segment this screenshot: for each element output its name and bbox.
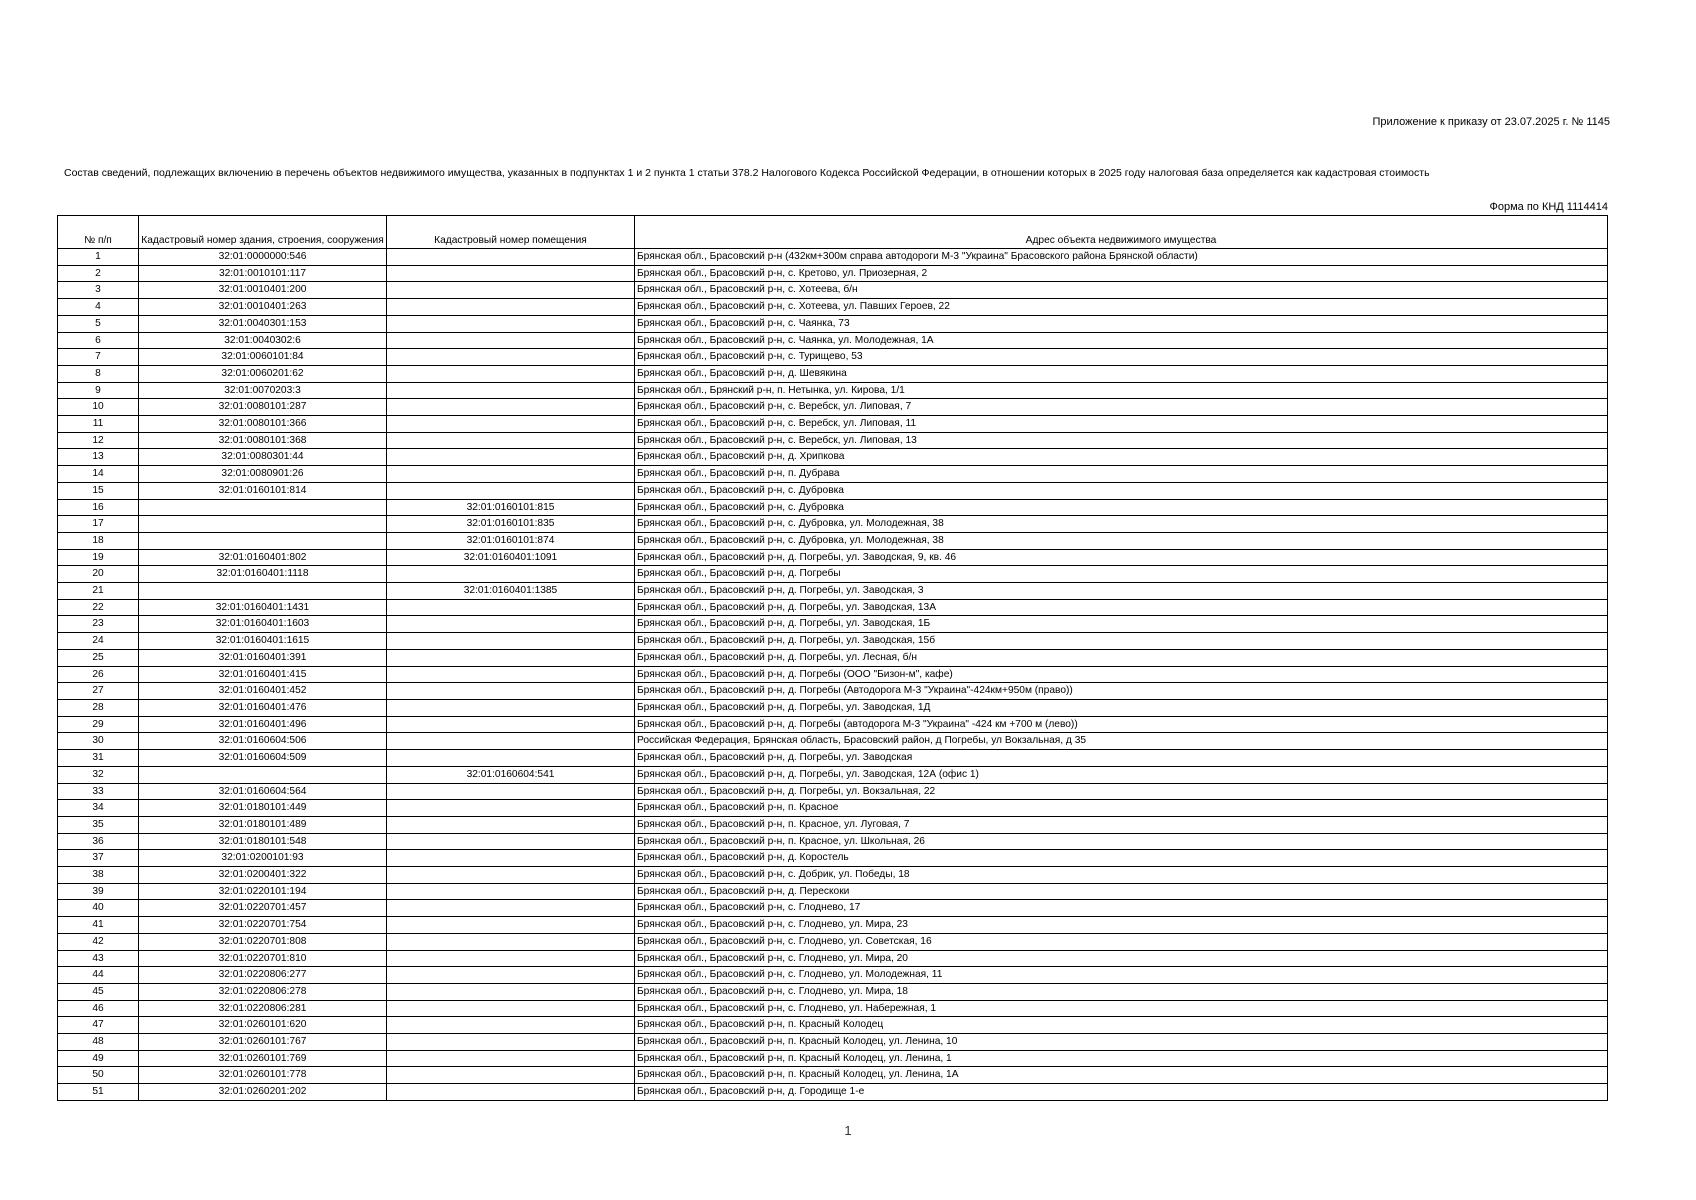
- cell-room-cadastral: [387, 867, 635, 884]
- cell-room-cadastral: 32:01:0160101:815: [387, 499, 635, 516]
- table-row: [58, 699, 1608, 716]
- cell-building-cadastral: 32:01:0220701:754: [139, 917, 387, 934]
- header-building-cadastral: Кадастровый номер здания, строения, сооружения: [139, 216, 387, 249]
- cell-number: 15: [58, 482, 139, 499]
- cell-building-cadastral: 32:01:0200401:322: [139, 867, 387, 884]
- cell-building-cadastral: 32:01:0060201:62: [139, 365, 387, 382]
- table-body: [58, 249, 1608, 1101]
- cell-number: 11: [58, 416, 139, 433]
- table-row: [58, 1050, 1608, 1067]
- cell-number: 30: [58, 733, 139, 750]
- cell-building-cadastral: 32:01:0040301:153: [139, 315, 387, 332]
- table-row: [58, 633, 1608, 650]
- table-row: [58, 566, 1608, 583]
- cell-building-cadastral: 32:01:0220806:277: [139, 967, 387, 984]
- cell-address: Брянская обл., Брасовский р-н, с. Чаянка, ул. Молодежная, 1А: [635, 332, 1608, 349]
- cell-address: Брянская обл., Брасовский р-н, с. Глоднево, ул. Мира, 18: [635, 983, 1608, 1000]
- cell-number: 27: [58, 683, 139, 700]
- cell-building-cadastral: 32:01:0160401:391: [139, 649, 387, 666]
- cell-room-cadastral: [387, 282, 635, 299]
- cell-room-cadastral: [387, 850, 635, 867]
- cell-room-cadastral: 32:01:0160101:835: [387, 516, 635, 533]
- cell-building-cadastral: 32:01:0160401:802: [139, 549, 387, 566]
- table-row: [58, 482, 1608, 499]
- table-row: [58, 783, 1608, 800]
- cell-address: Брянская обл., Брасовский р-н, д. Погребы: [635, 566, 1608, 583]
- cell-address: Брянская обл., Брасовский р-н, с. Веребск, ул. Липовая, 7: [635, 399, 1608, 416]
- cell-address: Брянская обл., Брасовский р-н, с. Глоднево, ул. Мира, 23: [635, 917, 1608, 934]
- cell-address: Брянская обл., Брасовский р-н, д. Перескоки: [635, 883, 1608, 900]
- cell-address: Брянская обл., Брасовский р-н, д. Погребы, ул. Заводская, 12А (офис 1): [635, 766, 1608, 783]
- document-title: Состав сведений, подлежащих включению в перечень объектов недвижимого имущества, указанных в подпунктах 1 и 2 пункта 1 статьи 378.2 Налогового Кодекса Российской Федерации, в отношении которых в 2025 году налоговая база определяется как кадастровая стоимость: [64, 167, 1430, 179]
- table-row: [58, 416, 1608, 433]
- cell-room-cadastral: [387, 1050, 635, 1067]
- cell-number: 21: [58, 583, 139, 600]
- cell-number: 13: [58, 449, 139, 466]
- cell-number: 18: [58, 532, 139, 549]
- cell-address: Брянская обл., Брасовский р-н, д. Погребы (Автодорога М-3 "Украина"-424км+950м (право)): [635, 683, 1608, 700]
- table-row: [58, 599, 1608, 616]
- cell-address: Брянская обл., Брасовский р-н, с. Кретово, ул. Приозерная, 2: [635, 265, 1608, 282]
- cell-building-cadastral: 32:01:0220701:810: [139, 950, 387, 967]
- cell-building-cadastral: [139, 532, 387, 549]
- cell-address: Брянская обл., Брасовский р-н, с. Турищево, 53: [635, 349, 1608, 366]
- cell-number: 29: [58, 716, 139, 733]
- header-number: № п/п: [58, 216, 139, 249]
- cell-room-cadastral: [387, 466, 635, 483]
- cell-number: 45: [58, 983, 139, 1000]
- cell-room-cadastral: [387, 733, 635, 750]
- table-row: [58, 800, 1608, 817]
- table-row: [58, 449, 1608, 466]
- table-row: [58, 249, 1608, 266]
- cell-number: 33: [58, 783, 139, 800]
- table-row: [58, 883, 1608, 900]
- cell-room-cadastral: [387, 950, 635, 967]
- table-row: [58, 315, 1608, 332]
- cell-building-cadastral: 32:01:0260201:202: [139, 1084, 387, 1101]
- table-row: [58, 750, 1608, 767]
- cell-building-cadastral: 32:01:0220701:808: [139, 933, 387, 950]
- cell-building-cadastral: 32:01:0160604:564: [139, 783, 387, 800]
- table-row: [58, 1067, 1608, 1084]
- cell-address: Брянская обл., Брасовский р-н, с. Дубровка: [635, 482, 1608, 499]
- cell-number: 34: [58, 800, 139, 817]
- cell-room-cadastral: [387, 967, 635, 984]
- cell-address: Брянская обл., Брасовский р-н, д. Погребы, ул. Заводская, 13А: [635, 599, 1608, 616]
- table-row: [58, 983, 1608, 1000]
- cell-room-cadastral: 32:01:0160101:874: [387, 532, 635, 549]
- cell-number: 9: [58, 382, 139, 399]
- cell-number: 16: [58, 499, 139, 516]
- cell-room-cadastral: [387, 750, 635, 767]
- page-number: 1: [844, 1123, 852, 1138]
- cell-room-cadastral: [387, 649, 635, 666]
- cell-building-cadastral: 32:01:0160401:1431: [139, 599, 387, 616]
- table-row: [58, 583, 1608, 600]
- cell-building-cadastral: 32:01:0160401:1615: [139, 633, 387, 650]
- cell-building-cadastral: 32:01:0080901:26: [139, 466, 387, 483]
- cell-address: Брянская обл., Брасовский р-н, с. Дубровка: [635, 499, 1608, 516]
- cell-building-cadastral: [139, 516, 387, 533]
- cell-number: 47: [58, 1017, 139, 1034]
- cell-number: 40: [58, 900, 139, 917]
- cell-room-cadastral: [387, 883, 635, 900]
- table-row: [58, 950, 1608, 967]
- cell-address: Брянская обл., Брасовский р-н, с. Веребск, ул. Липовая, 11: [635, 416, 1608, 433]
- cell-building-cadastral: 32:01:0060101:84: [139, 349, 387, 366]
- cell-address: Брянская обл., Брасовский р-н, д. Городище 1-е: [635, 1084, 1608, 1101]
- cell-number: 3: [58, 282, 139, 299]
- cell-building-cadastral: 32:01:0000000:546: [139, 249, 387, 266]
- table-row: [58, 349, 1608, 366]
- cell-building-cadastral: 32:01:0180101:548: [139, 833, 387, 850]
- cell-building-cadastral: 32:01:0010401:200: [139, 282, 387, 299]
- cell-building-cadastral: [139, 766, 387, 783]
- cell-room-cadastral: [387, 716, 635, 733]
- cell-address: Брянская обл., Брасовский р-н, п. Дубрава: [635, 466, 1608, 483]
- cell-room-cadastral: [387, 983, 635, 1000]
- table-row: [58, 666, 1608, 683]
- cell-building-cadastral: 32:01:0220806:278: [139, 983, 387, 1000]
- header-address: Адрес объекта недвижимого имущества: [635, 216, 1608, 249]
- table-row: [58, 332, 1608, 349]
- cell-room-cadastral: [387, 349, 635, 366]
- cell-number: 32: [58, 766, 139, 783]
- cell-number: 19: [58, 549, 139, 566]
- cell-number: 10: [58, 399, 139, 416]
- cell-number: 22: [58, 599, 139, 616]
- cell-address: Брянская обл., Брянский р-н, п. Нетынка, ул. Кирова, 1/1: [635, 382, 1608, 399]
- cell-building-cadastral: 32:01:0220101:194: [139, 883, 387, 900]
- table-row: [58, 532, 1608, 549]
- cell-room-cadastral: [387, 315, 635, 332]
- cell-room-cadastral: [387, 249, 635, 266]
- cell-building-cadastral: [139, 499, 387, 516]
- cell-address: Брянская обл., Брасовский р-н (432км+300м справа автодороги М-3 "Украина" Брасовского района Брянской области): [635, 249, 1608, 266]
- table-row: [58, 816, 1608, 833]
- cell-number: 44: [58, 967, 139, 984]
- cell-address: Брянская обл., Брасовский р-н, с. Чаянка, 73: [635, 315, 1608, 332]
- cell-number: 50: [58, 1067, 139, 1084]
- cell-building-cadastral: 32:01:0260101:620: [139, 1017, 387, 1034]
- cell-room-cadastral: [387, 299, 635, 316]
- cell-building-cadastral: 32:01:0010101:117: [139, 265, 387, 282]
- cell-address: Брянская обл., Брасовский р-н, д. Погребы, ул. Заводская, 15б: [635, 633, 1608, 650]
- cell-address: Брянская обл., Брасовский р-н, п. Красный Колодец: [635, 1017, 1608, 1034]
- table-row: [58, 833, 1608, 850]
- cell-number: 41: [58, 917, 139, 934]
- table-row: [58, 649, 1608, 666]
- cell-room-cadastral: 32:01:0160401:1091: [387, 549, 635, 566]
- table-row: [58, 683, 1608, 700]
- cell-address: Брянская обл., Брасовский р-н, с. Хотеева, ул. Павших Героев, 22: [635, 299, 1608, 316]
- cell-address: Брянская обл., Брасовский р-н, с. Глоднево, ул. Набережная, 1: [635, 1000, 1608, 1017]
- table-row: [58, 466, 1608, 483]
- cell-number: 49: [58, 1050, 139, 1067]
- cell-room-cadastral: 32:01:0160401:1385: [387, 583, 635, 600]
- cell-building-cadastral: 32:01:0260101:767: [139, 1034, 387, 1051]
- cell-room-cadastral: [387, 566, 635, 583]
- table-row: [58, 499, 1608, 516]
- cell-room-cadastral: [387, 800, 635, 817]
- cell-address: Брянская обл., Брасовский р-н, с. Веребск, ул. Липовая, 13: [635, 432, 1608, 449]
- cell-address: Брянская обл., Брасовский р-н, д. Погребы, ул. Лесная, б/н: [635, 649, 1608, 666]
- cell-address: Брянская обл., Брасовский р-н, д. Коростель: [635, 850, 1608, 867]
- cell-building-cadastral: 32:01:0080101:366: [139, 416, 387, 433]
- cell-number: 26: [58, 666, 139, 683]
- cell-number: 35: [58, 816, 139, 833]
- cell-number: 20: [58, 566, 139, 583]
- cell-address: Брянская обл., Брасовский р-н, п. Красное, ул. Школьная, 26: [635, 833, 1608, 850]
- cell-number: 43: [58, 950, 139, 967]
- cell-number: 17: [58, 516, 139, 533]
- cell-building-cadastral: 32:01:0260101:769: [139, 1050, 387, 1067]
- cell-building-cadastral: 32:01:0160401:415: [139, 666, 387, 683]
- table-row: [58, 516, 1608, 533]
- cell-building-cadastral: [139, 583, 387, 600]
- cell-number: 2: [58, 265, 139, 282]
- table-row: [58, 549, 1608, 566]
- cell-room-cadastral: 32:01:0160604:541: [387, 766, 635, 783]
- cell-room-cadastral: [387, 265, 635, 282]
- table-row: [58, 432, 1608, 449]
- cell-address: Брянская обл., Брасовский р-н, д. Погребы (автодорога М-3 "Украина" -424 км +700 м (лево)): [635, 716, 1608, 733]
- cell-number: 36: [58, 833, 139, 850]
- table-row: [58, 365, 1608, 382]
- table-row: [58, 850, 1608, 867]
- cell-address: Брянская обл., Брасовский р-н, п. Красный Колодец, ул. Ленина, 1: [635, 1050, 1608, 1067]
- cell-room-cadastral: [387, 616, 635, 633]
- cell-room-cadastral: [387, 399, 635, 416]
- table-row: [58, 867, 1608, 884]
- cell-address: Брянская обл., Брасовский р-н, д. Погребы, ул. Заводская, 1Д: [635, 699, 1608, 716]
- cell-address: Брянская обл., Брасовский р-н, д. Погребы, ул. Вокзальная, 22: [635, 783, 1608, 800]
- cell-building-cadastral: 32:01:0160401:496: [139, 716, 387, 733]
- cell-number: 6: [58, 332, 139, 349]
- cell-building-cadastral: 32:01:0160401:1603: [139, 616, 387, 633]
- table-row: [58, 382, 1608, 399]
- cell-number: 14: [58, 466, 139, 483]
- cell-room-cadastral: [387, 382, 635, 399]
- cell-number: 12: [58, 432, 139, 449]
- cell-room-cadastral: [387, 1067, 635, 1084]
- cell-room-cadastral: [387, 917, 635, 934]
- cell-building-cadastral: 32:01:0160401:1118: [139, 566, 387, 583]
- table-row: [58, 900, 1608, 917]
- cell-room-cadastral: [387, 482, 635, 499]
- table-row: [58, 1017, 1608, 1034]
- cell-number: 24: [58, 633, 139, 650]
- cell-room-cadastral: [387, 683, 635, 700]
- cell-address: Брянская обл., Брасовский р-н, д. Погребы, ул. Заводская, 1Б: [635, 616, 1608, 633]
- table-row: [58, 616, 1608, 633]
- form-code: Форма по КНД 1114414: [1489, 201, 1608, 213]
- cell-room-cadastral: [387, 599, 635, 616]
- cell-address: Брянская обл., Брасовский р-н, д. Погребы, ул. Заводская: [635, 750, 1608, 767]
- cell-address: Брянская обл., Брасовский р-н, с. Глоднево, 17: [635, 900, 1608, 917]
- table-header-row: [58, 216, 1608, 249]
- cell-room-cadastral: [387, 1000, 635, 1017]
- cell-building-cadastral: 32:01:0070203:3: [139, 382, 387, 399]
- cell-address: Брянская обл., Брасовский р-н, с. Хотеева, б/н: [635, 282, 1608, 299]
- cell-building-cadastral: 32:01:0220806:281: [139, 1000, 387, 1017]
- cell-number: 1: [58, 249, 139, 266]
- cell-address: Брянская обл., Брасовский р-н, с. Глоднево, ул. Молодежная, 11: [635, 967, 1608, 984]
- cell-building-cadastral: 32:01:0220701:457: [139, 900, 387, 917]
- cell-building-cadastral: 32:01:0040302:6: [139, 332, 387, 349]
- cell-number: 31: [58, 750, 139, 767]
- table-row: [58, 716, 1608, 733]
- cell-address: Брянская обл., Брасовский р-н, с. Глоднево, ул. Мира, 20: [635, 950, 1608, 967]
- cell-room-cadastral: [387, 432, 635, 449]
- header-room-cadastral: Кадастровый номер помещения: [387, 216, 635, 249]
- cell-room-cadastral: [387, 365, 635, 382]
- cell-building-cadastral: 32:01:0180101:449: [139, 800, 387, 817]
- cell-building-cadastral: 32:01:0160604:509: [139, 750, 387, 767]
- cell-building-cadastral: 32:01:0080101:368: [139, 432, 387, 449]
- appendix-reference: Приложение к приказу от 23.07.2025 г. № 1145: [1372, 116, 1610, 128]
- cell-building-cadastral: 32:01:0260101:778: [139, 1067, 387, 1084]
- table-row: [58, 1084, 1608, 1101]
- cell-number: 46: [58, 1000, 139, 1017]
- cell-room-cadastral: [387, 900, 635, 917]
- cell-building-cadastral: 32:01:0160401:452: [139, 683, 387, 700]
- table-row: [58, 967, 1608, 984]
- cell-room-cadastral: [387, 666, 635, 683]
- cell-room-cadastral: [387, 449, 635, 466]
- cell-address: Брянская обл., Брасовский р-н, д. Хрипкова: [635, 449, 1608, 466]
- table-row: [58, 1034, 1608, 1051]
- cell-building-cadastral: 32:01:0010401:263: [139, 299, 387, 316]
- cell-building-cadastral: 32:01:0200101:93: [139, 850, 387, 867]
- cell-building-cadastral: 32:01:0080301:44: [139, 449, 387, 466]
- cell-address: Брянская обл., Брасовский р-н, с. Глоднево, ул. Советская, 16: [635, 933, 1608, 950]
- cell-number: 7: [58, 349, 139, 366]
- cell-building-cadastral: 32:01:0080101:287: [139, 399, 387, 416]
- cell-room-cadastral: [387, 416, 635, 433]
- cell-number: 37: [58, 850, 139, 867]
- cell-address: Брянская обл., Брасовский р-н, п. Красное, ул. Луговая, 7: [635, 816, 1608, 833]
- cell-number: 5: [58, 315, 139, 332]
- cell-address: Брянская обл., Брасовский р-н, п. Красный Колодец, ул. Ленина, 1А: [635, 1067, 1608, 1084]
- cell-room-cadastral: [387, 1034, 635, 1051]
- property-registry-table: [57, 215, 1608, 1101]
- cell-address: Брянская обл., Брасовский р-н, д. Погребы (ООО "Бизон-м", кафе): [635, 666, 1608, 683]
- cell-room-cadastral: [387, 816, 635, 833]
- cell-number: 42: [58, 933, 139, 950]
- cell-room-cadastral: [387, 783, 635, 800]
- table-row: [58, 1000, 1608, 1017]
- cell-address: Брянская обл., Брасовский р-н, п. Красное: [635, 800, 1608, 817]
- cell-number: 4: [58, 299, 139, 316]
- table-row: [58, 265, 1608, 282]
- cell-number: 39: [58, 883, 139, 900]
- cell-room-cadastral: [387, 933, 635, 950]
- cell-room-cadastral: [387, 833, 635, 850]
- table-row: [58, 733, 1608, 750]
- cell-address: Брянская обл., Брасовский р-н, с. Добрик, ул. Победы, 18: [635, 867, 1608, 884]
- table-row: [58, 399, 1608, 416]
- table-row: [58, 299, 1608, 316]
- cell-room-cadastral: [387, 1084, 635, 1101]
- cell-building-cadastral: 32:01:0160401:476: [139, 699, 387, 716]
- cell-address: Российская Федерация, Брянская область, Брасовский район, д Погребы, ул Вокзальная, д 35: [635, 733, 1608, 750]
- cell-room-cadastral: [387, 633, 635, 650]
- table-row: [58, 917, 1608, 934]
- cell-room-cadastral: [387, 699, 635, 716]
- cell-address: Брянская обл., Брасовский р-н, д. Шевякина: [635, 365, 1608, 382]
- cell-building-cadastral: 32:01:0160101:814: [139, 482, 387, 499]
- cell-number: 23: [58, 616, 139, 633]
- cell-address: Брянская обл., Брасовский р-н, п. Красный Колодец, ул. Ленина, 10: [635, 1034, 1608, 1051]
- cell-number: 25: [58, 649, 139, 666]
- table-row: [58, 933, 1608, 950]
- cell-address: Брянская обл., Брасовский р-н, д. Погребы, ул. Заводская, 9, кв. 46: [635, 549, 1608, 566]
- cell-number: 38: [58, 867, 139, 884]
- cell-address: Брянская обл., Брасовский р-н, д. Погребы, ул. Заводская, 3: [635, 583, 1608, 600]
- cell-address: Брянская обл., Брасовский р-н, с. Дубровка, ул. Молодежная, 38: [635, 516, 1608, 533]
- cell-number: 28: [58, 699, 139, 716]
- table-row: [58, 766, 1608, 783]
- cell-building-cadastral: 32:01:0160604:506: [139, 733, 387, 750]
- cell-number: 48: [58, 1034, 139, 1051]
- cell-number: 8: [58, 365, 139, 382]
- cell-address: Брянская обл., Брасовский р-н, с. Дубровка, ул. Молодежная, 38: [635, 532, 1608, 549]
- table-row: [58, 282, 1608, 299]
- cell-building-cadastral: 32:01:0180101:489: [139, 816, 387, 833]
- cell-number: 51: [58, 1084, 139, 1101]
- cell-room-cadastral: [387, 332, 635, 349]
- cell-room-cadastral: [387, 1017, 635, 1034]
